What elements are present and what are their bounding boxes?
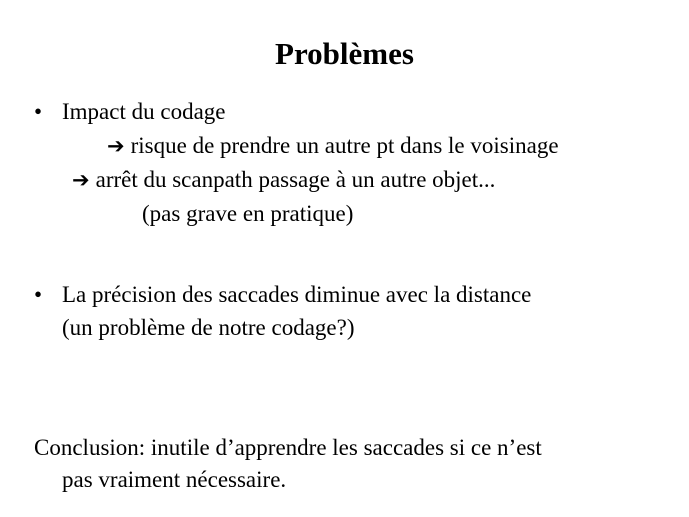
note-pas-grave: (pas grave en pratique): [142, 201, 354, 226]
bullet-text-precision: La précision des saccades diminue avec la distance: [62, 282, 532, 307]
conclusion-line-1: Conclusion: inutile d’apprendre les saccades si ce n’est: [34, 435, 542, 460]
right-arrow-icon: ➔: [107, 134, 125, 158]
slide-title: Problèmes: [275, 36, 414, 71]
sub-point-text: arrêt du scanpath passage à un autre objet...: [95, 167, 496, 192]
bullet-text-impact: Impact du codage: [62, 99, 226, 124]
bullet-marker-1: •: [34, 99, 43, 124]
conclusion-line-2: pas vraiment nécessaire.: [62, 467, 287, 492]
bullet-marker-2: •: [34, 282, 43, 307]
sub-point-text: risque de prendre un autre pt dans le voisinage: [130, 133, 559, 158]
sub-point-arret: [72, 165, 495, 195]
sub-point-risque: [107, 131, 559, 161]
bullet-text-precision-cont: (un problème de notre codage?): [62, 315, 355, 340]
right-arrow-icon: ➔: [72, 168, 90, 192]
